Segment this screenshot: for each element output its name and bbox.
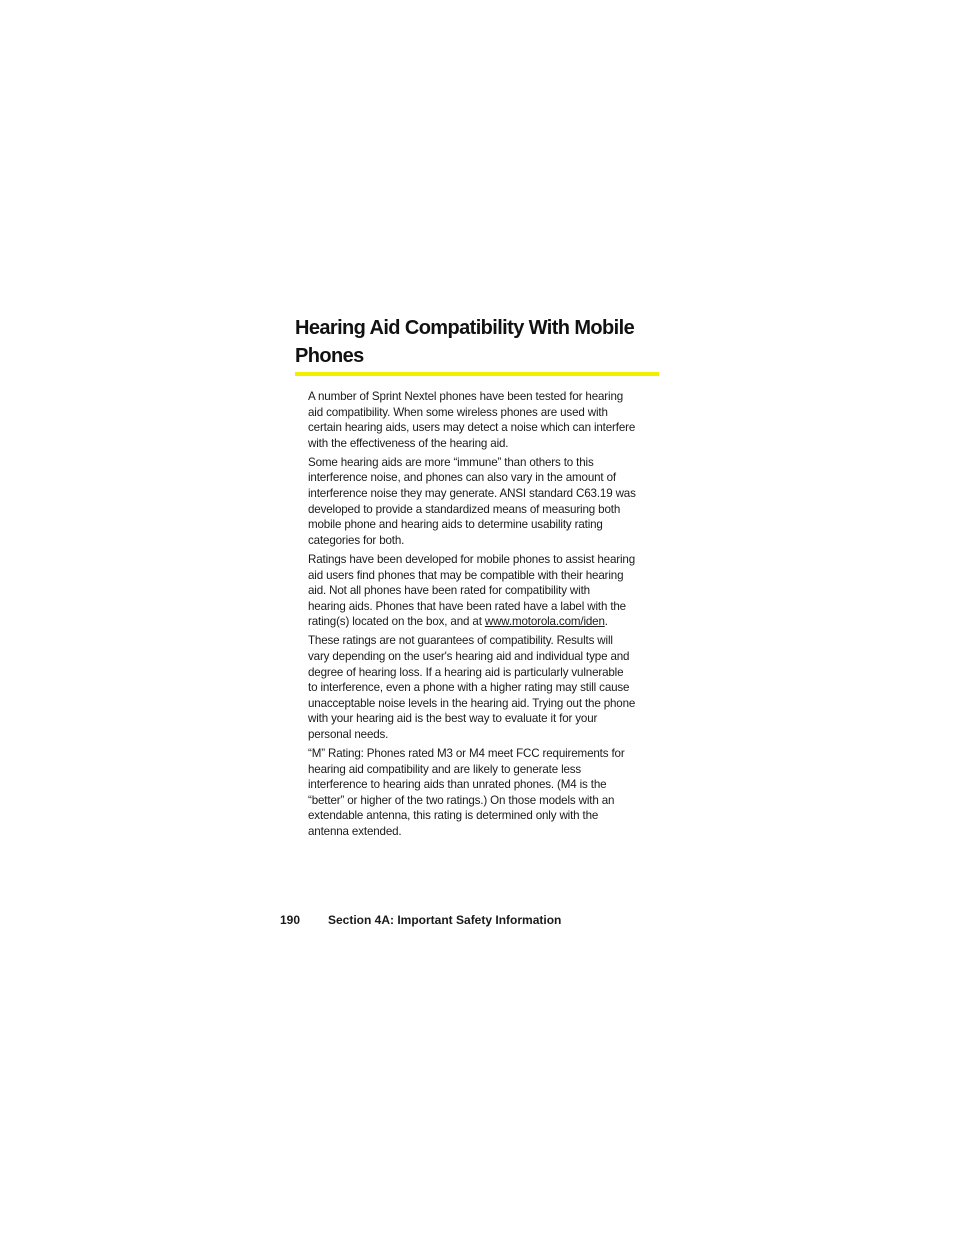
page-footer — [280, 912, 561, 928]
paragraph-3: Ratings have been developed for mobile phones to assist hearing aid users find phones that may be compatible with their hearing aid. Not all phones have been rated for compatibility with hearing aids. Phones that have been rated have a label with the rating(s) located on the box, and at www.motorola.com/iden. — [308, 552, 635, 629]
page-heading — [295, 314, 659, 370]
paragraph-4: These ratings are not guarantees of compatibility. Results will vary depending on the user's hearing aid and individual type and degree of hearing loss. If a hearing aid is particularly vulnerable to interference, even a phone with a higher rating may still cause unacceptable noise levels in the hearing aid. Trying out the phone with your hearing aid is the best way to evaluate it for your personal needs. — [308, 634, 636, 741]
paragraph-1: A number of Sprint Nextel phones have been tested for hearing aid compatibility. When some wireless phones are used with certain hearing aids, users may detect a noise which can interfere with the effectiveness of the hearing aid. — [308, 390, 636, 450]
section-title: Section 4A: Important Safety Information — [328, 913, 562, 927]
heading-line-1: Hearing Aid Compatibility With Mobile — [295, 317, 635, 339]
page-number: 190 — [280, 913, 301, 927]
paragraph-2: Some hearing aids are more “immune” than others to this interference noise, and phones can also vary in the amount of interference noise they may generate. ANSI standard C63.19 was developed to provide a standardized means of measuring both mobile phone and hearing aids to determine usability rating categories for both. — [308, 455, 636, 547]
motorola-iden-link[interactable]: www.motorola.com/iden — [484, 615, 605, 629]
heading-underline-rule — [295, 372, 659, 376]
body-text — [308, 389, 660, 843]
paragraph-5: “M” Rating: Phones rated M3 or M4 meet FCC requirements for hearing aid compatibility and are likely to generate less interference to hearing aids than unrated phones. (M4 is the “better” or higher of the two ratings.) On those models with an extendable antenna, this rating is determined only with the antenna extended. — [308, 747, 625, 839]
heading-line-2: Phones — [295, 345, 364, 367]
